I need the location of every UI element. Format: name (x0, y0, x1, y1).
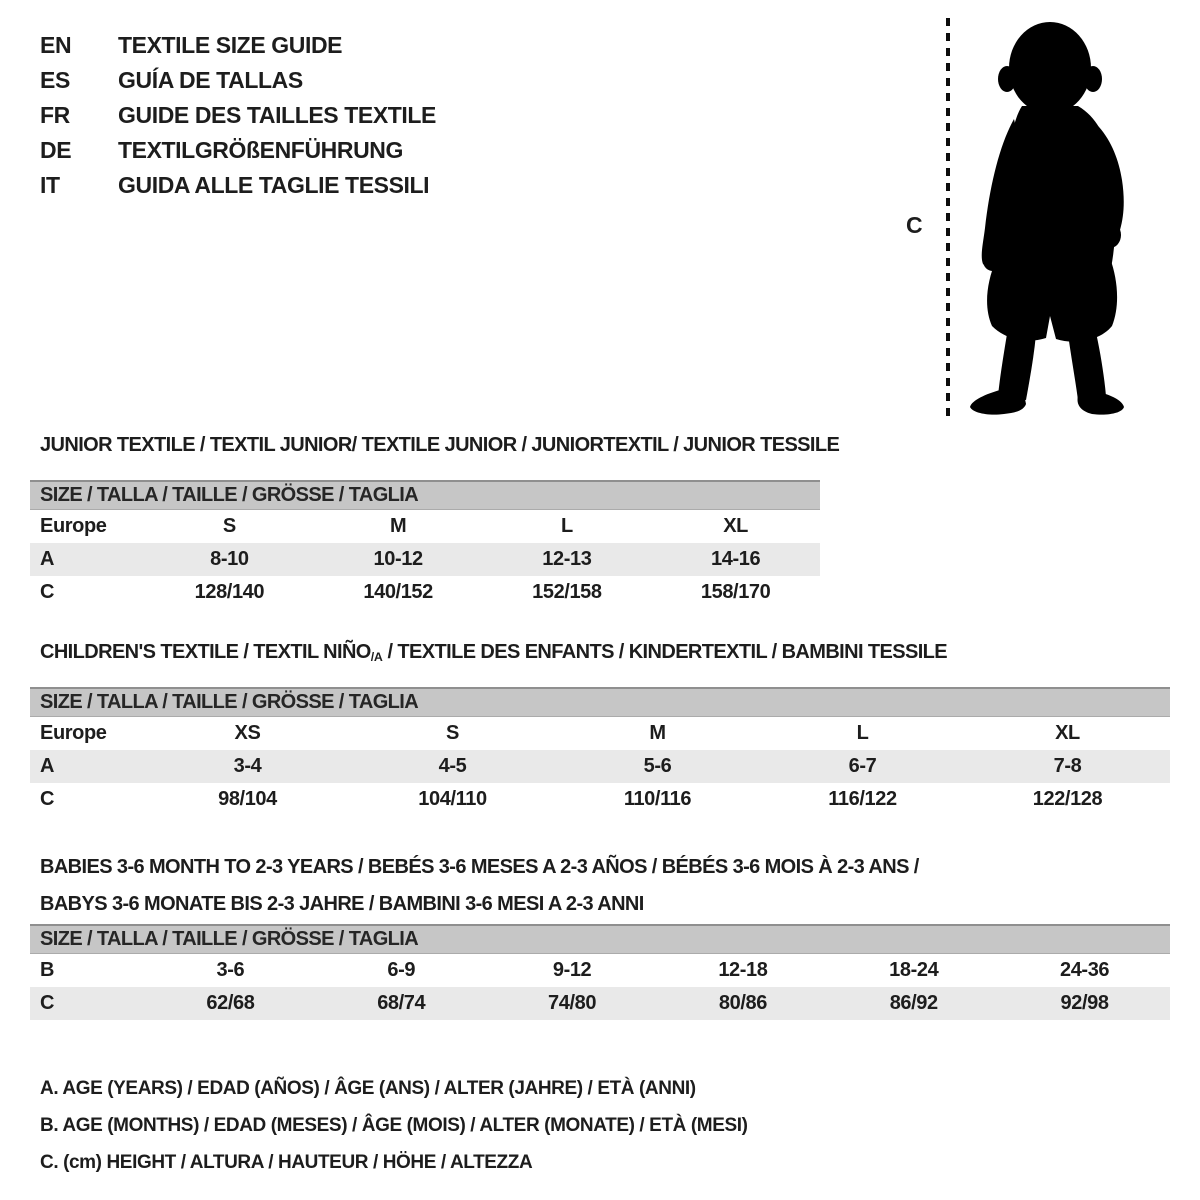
table-cell: 6-9 (387, 959, 416, 981)
table-cell: 12-13 (542, 548, 592, 570)
legend-line-b: B. AGE (MONTHS) / EDAD (MESES) / ÂGE (MOIS) / ALTER (MONATE) / ETÀ (MESI) (40, 1115, 748, 1136)
table-cell: 10-12 (373, 548, 423, 570)
lang-row-it (40, 168, 436, 203)
junior-section-title: JUNIOR TEXTILE / TEXTIL JUNIOR/ TEXTILE JUNIOR / JUNIORTEXTIL / JUNIOR TESSILE (40, 434, 840, 456)
table-cell: 8-10 (210, 548, 249, 570)
table-cell: L (856, 722, 869, 744)
table-cell: XL (723, 515, 748, 537)
junior-size-table (30, 480, 820, 609)
table-row (30, 783, 1170, 816)
junior-table-header: SIZE / TALLA / TAILLE / GRÖSSE / TAGLIA (30, 480, 820, 510)
lang-row-en (40, 28, 436, 63)
table-cell: XL (1055, 722, 1080, 744)
table-row (30, 750, 1170, 783)
table-cell: 3-4 (233, 755, 262, 777)
table-cell: 92/98 (1060, 992, 1109, 1014)
table-cell: 14-16 (711, 548, 761, 570)
children-title-sub: /A (370, 650, 383, 664)
table-cell: 80/86 (718, 992, 767, 1014)
lang-row-fr (40, 98, 436, 133)
table-cell: L (560, 515, 573, 537)
lang-code: ES (40, 67, 70, 93)
row-label: C (40, 788, 55, 810)
children-title-prefix: CHILDREN'S TEXTILE / TEXTIL NIÑO (40, 641, 371, 663)
lang-code: FR (40, 102, 70, 128)
table-cell: 4-5 (438, 755, 467, 777)
table-cell: 98/104 (218, 788, 277, 810)
babies-table-header: SIZE / TALLA / TAILLE / GRÖSSE / TAGLIA (30, 924, 1170, 954)
table-row (30, 543, 820, 576)
row-label: C (40, 992, 55, 1014)
lang-title: TEXTILE SIZE GUIDE (118, 32, 343, 58)
lang-title: GUIDA ALLE TAGLIE TESSILI (118, 172, 430, 198)
row-label: A (40, 755, 55, 777)
row-label: A (40, 548, 55, 570)
table-row (30, 576, 820, 609)
lang-code: IT (40, 172, 60, 198)
height-measure-label: C (906, 212, 923, 238)
row-label: C (40, 581, 55, 603)
table-cell: 18-24 (889, 959, 939, 981)
table-cell: 86/92 (889, 992, 938, 1014)
table-cell: 74/80 (548, 992, 597, 1014)
babies-title-line2: BABYS 3-6 MONATE BIS 2-3 JAHRE / BAMBINI 3-6 MESI A 2-3 ANNI (40, 893, 644, 915)
lang-title: TEXTILGRÖßENFÜHRUNG (118, 137, 403, 163)
babies-section-title (40, 849, 919, 923)
table-cell: 140/152 (363, 581, 433, 603)
table-cell: 3-6 (216, 959, 245, 981)
lang-row-es (40, 63, 436, 98)
table-cell: 152/158 (532, 581, 602, 603)
table-cell: 122/128 (1032, 788, 1103, 810)
legend-line-c: C. (cm) HEIGHT / ALTURA / HAUTEUR / HÖHE / ALTEZZA (40, 1152, 533, 1173)
row-label: Europe (40, 515, 107, 537)
table-cell: 110/116 (623, 788, 692, 810)
babies-size-table (30, 924, 1170, 1020)
table-row (30, 987, 1170, 1020)
children-size-table (30, 687, 1170, 816)
row-label: Europe (40, 722, 107, 744)
table-cell: S (446, 722, 459, 744)
lang-code: DE (40, 137, 72, 163)
baby-figure (900, 14, 1190, 426)
table-row (30, 510, 820, 543)
table-cell: 158/170 (700, 581, 771, 603)
table-cell: 12-18 (718, 959, 768, 981)
table-row (30, 717, 1170, 750)
table-cell: 24-36 (1059, 959, 1110, 981)
table-cell: S (222, 515, 236, 537)
table-cell: 116/122 (828, 788, 897, 810)
table-cell: M (649, 722, 666, 744)
children-table-header: SIZE / TALLA / TAILLE / GRÖSSE / TAGLIA (30, 687, 1170, 717)
table-cell: M (389, 515, 407, 537)
table-cell: XS (234, 722, 261, 744)
table-cell: 9-12 (552, 959, 592, 981)
lang-title: GUIDE DES TAILLES TEXTILE (118, 102, 436, 128)
table-cell: 5-6 (643, 755, 672, 777)
height-measure-dashed-line (946, 18, 950, 418)
row-label: B (40, 959, 55, 981)
table-row (30, 954, 1170, 987)
table-cell: 104/110 (418, 788, 487, 810)
measurement-legend (40, 1070, 748, 1181)
table-cell: 128/140 (194, 581, 265, 603)
lang-title: GUÍA DE TALLAS (118, 67, 303, 93)
children-section-title (40, 641, 947, 664)
lang-row-de (40, 133, 436, 168)
table-cell: 7-8 (1053, 755, 1082, 777)
children-title-suffix: / TEXTILE DES ENFANTS / KINDERTEXTIL / BAMBINI TESSILE (382, 641, 948, 663)
language-title-list (40, 28, 436, 203)
babies-title-line1: BABIES 3-6 MONTH TO 2-3 YEARS / BEBÉS 3-6 MESES A 2-3 AÑOS / BÉBÉS 3-6 MOIS À 2-3 ANS / (40, 856, 919, 878)
table-cell: 6-7 (848, 755, 877, 777)
lang-code: EN (40, 32, 72, 58)
baby-silhouette (960, 16, 1140, 416)
legend-line-a: A. AGE (YEARS) / EDAD (AÑOS) / ÂGE (ANS) / ALTER (JAHRE) / ETÀ (ANNI) (40, 1078, 696, 1099)
table-cell: 62/68 (206, 992, 255, 1014)
table-cell: 68/74 (377, 992, 426, 1014)
